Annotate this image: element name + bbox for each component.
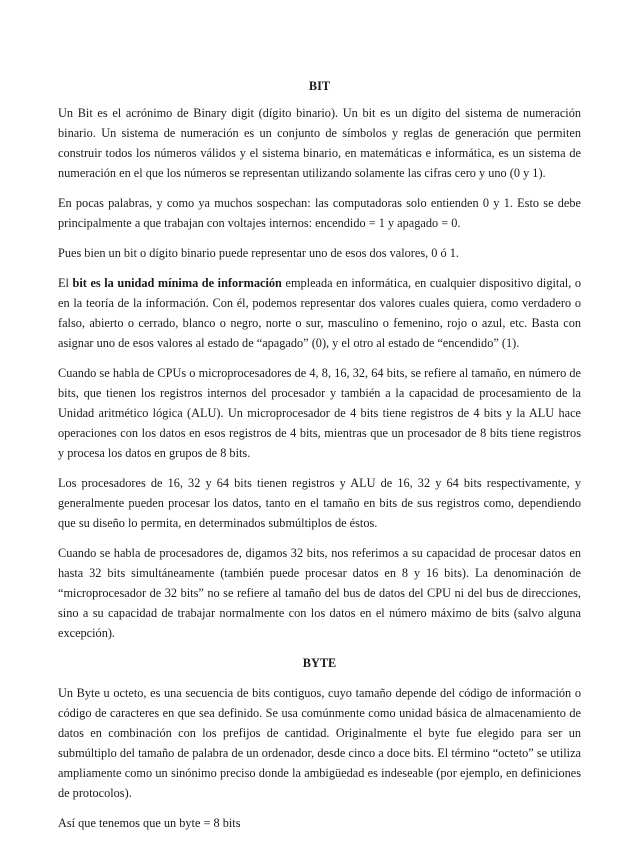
bit-minimum-unit-rest: empleada en informática, en cualquier dispositivo digital, o en la teoría de la información. Con él, podemos representar dos valores cuales quiera, como verdadero o falso, abierto o cerrado, blanco o negro, norte o sur, masculino o femenino, rojo o azul, etc. Basta con asignar uno de esos valores al estado de “apagado” (0), y el otro al estado de “encendido” (1). xyxy=(58,276,581,350)
bit-minimum-unit-bold: bit es la unidad mínima de información xyxy=(72,276,282,290)
document-page xyxy=(58,76,581,843)
bit-values-paragraph: Pues bien un bit o dígito binario puede representar uno de esos dos valores, 0 ó 1. xyxy=(58,246,459,260)
byte-definition-paragraph: Un Byte u octeto, es una secuencia de bits contiguos, cuyo tamaño depende del código de información o código de caracteres en que sea definido. Se usa comúnmente como unidad básica de almacenamiento de datos en combinación con los prefijos de cantidad. Originalmente el byte fue elegido para ser un submúltiplo del tamaño de palabra de un ordenador, desde cinco a doce bits. El término “octeto” se utiliza ampliamente como un sinónimo preciso donde la ambigüedad es indeseable (por ejemplo, en definiciones de protocolos). xyxy=(58,686,581,800)
bit-computers-paragraph: En pocas palabras, y como ya muchos sospechan: las computadoras solo entienden 0 y 1. Esto se debe principalmente a que trabajan con voltajes internos: encendido = 1 y apagado = 0. xyxy=(58,196,581,230)
bit-definition-paragraph: Un Bit es el acrónimo de Binary digit (dígito binario). Un bit es un dígito del sistema de numeración binario. Un sistema de numeración es un conjunto de símbolos y reglas de generación que permiten construir todos los números válidos y el sistema binario, en matemáticas e informática, es un sistema de numeración en el que los números se representan utilizando solamente las cifras cero y uno (0 y 1). xyxy=(58,106,581,180)
bit-32bit-paragraph: Cuando se habla de procesadores de, digamos 32 bits, nos referimos a su capacidad de procesar datos en hasta 32 bits simultáneamente (también puede procesar datos en 8 y 16 bits). La denominación de “microprocesador de 32 bits” no se refiere al tamaño del bus de datos del CPU ni del bus de direcciones, sino a su capacidad de trabajar normalmente con los datos en el número máximo de bits (salvo alguna excepción). xyxy=(58,546,581,640)
bit-heading: BIT xyxy=(308,79,331,93)
bit-processors-paragraph: Los procesadores de 16, 32 y 64 bits tienen registros y ALU de 16, 32 y 64 bits respectivamente, y generalmente pueden procesar los datos, tanto en el tamaño en bits de sus registros como, dependiendo que su diseño lo permita, en determinados submúltiplos de éstos. xyxy=(58,476,581,530)
bit-minimum-unit-paragraph xyxy=(58,273,581,353)
byte-equals-paragraph: Así que tenemos que un byte = 8 bits xyxy=(58,816,241,830)
bit-cpu-paragraph: Cuando se habla de CPUs o microprocesadores de 4, 8, 16, 32, 64 bits, se refiere al tamaño, en número de bits, que tienen los registros internos del procesador y también a la capacidad de procesamiento de la Unidad aritmético lógica (ALU). Un microprocesador de 4 bits tiene registros de 4 bits y la ALU hace operaciones con los datos en esos registros de 4 bits, mientras que un procesador de 8 bits tiene registros y procesa los datos en grupos de 8 bits. xyxy=(58,366,581,460)
byte-heading: BYTE xyxy=(302,656,337,670)
bit-minimum-unit-lead: El xyxy=(58,276,73,290)
